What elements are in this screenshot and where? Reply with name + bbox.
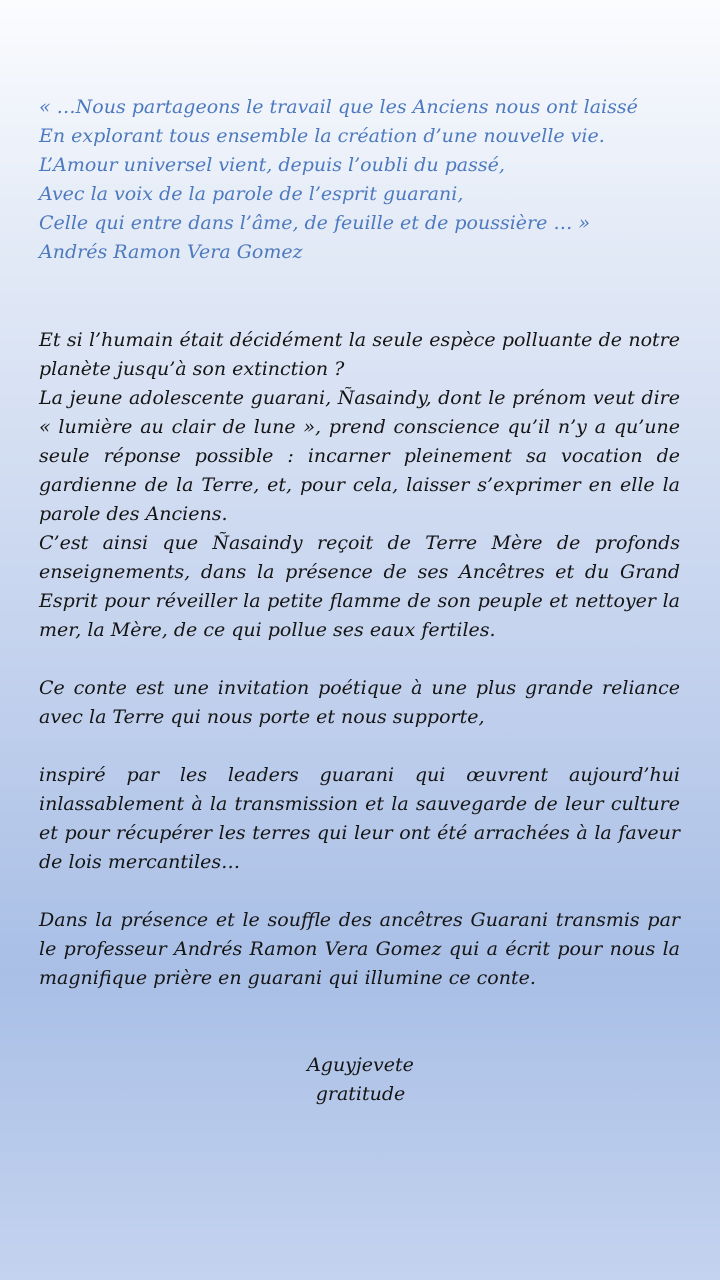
epigraph-line: En explorant tous ensemble la création d’une nouvelle vie. bbox=[39, 125, 605, 147]
epigraph-author: Andrés Ramon Vera Gomez bbox=[39, 241, 303, 263]
paragraph-inspiration: inspiré par les leaders guarani qui œuvrent aujourd’hui inlassablement à la transmission et la sauvegarde de leur culture et pour récupérer les terres qui leur ont été arrachées à la faveur de lois mercantiles… bbox=[39, 764, 680, 873]
paragraph-invitation: Ce conte est une invitation poétique à une plus grande reliance avec la Terre qui nous porte et nous supporte, bbox=[39, 677, 680, 728]
paragraph-spacer bbox=[39, 732, 680, 761]
paragraph-heroine: La jeune adolescente guarani, Ñasaindy, dont le prénom veut dire « lumière au clair de lune », prend conscience qu’il n’y a qu’une seule réponse possible : incarner pleinement sa vocation de gardienne de la Terre, et, pour cela, laisser s’exprimer en elle la parole des Anciens. bbox=[39, 387, 680, 525]
paragraph-spacer bbox=[39, 645, 680, 674]
closing-gratitude bbox=[39, 1051, 680, 1109]
page-content bbox=[39, 93, 680, 1109]
paragraph-question: Et si l’humain était décidément la seule espèce polluante de notre planète jusqu’à son extinction ? bbox=[39, 329, 680, 380]
paragraph-teachings: C’est ainsi que Ñasaindy reçoit de Terre Mère de profonds enseignements, dans la présence de ses Ancêtres et du Grand Esprit pour réveiller la petite flamme de son peuple et nettoyer la mer, la Mère, de ce qui pollue ses eaux fertiles. bbox=[39, 532, 680, 641]
epigraph-line: Celle qui entre dans l’âme, de feuille et de poussière … » bbox=[39, 212, 591, 234]
epigraph-line: « …Nous partageons le travail que les Anciens nous ont laissé bbox=[39, 96, 638, 118]
back-cover-text bbox=[39, 326, 680, 993]
epigraph-quote bbox=[39, 93, 680, 267]
epigraph-line: Avec la voix de la parole de l’esprit guarani, bbox=[39, 183, 464, 205]
closing-line-french: gratitude bbox=[315, 1083, 406, 1105]
closing-line-guarani: Aguyjevete bbox=[307, 1054, 414, 1076]
paragraph-spacer bbox=[39, 877, 680, 906]
paragraph-ancestors: Dans la présence et le souffle des ancêtres Guarani transmis par le professeur Andrés Ramon Vera Gomez qui a écrit pour nous la magnifique prière en guarani qui illumine ce conte. bbox=[39, 909, 680, 989]
epigraph-line: L’Amour universel vient, depuis l’oubli du passé, bbox=[39, 154, 505, 176]
